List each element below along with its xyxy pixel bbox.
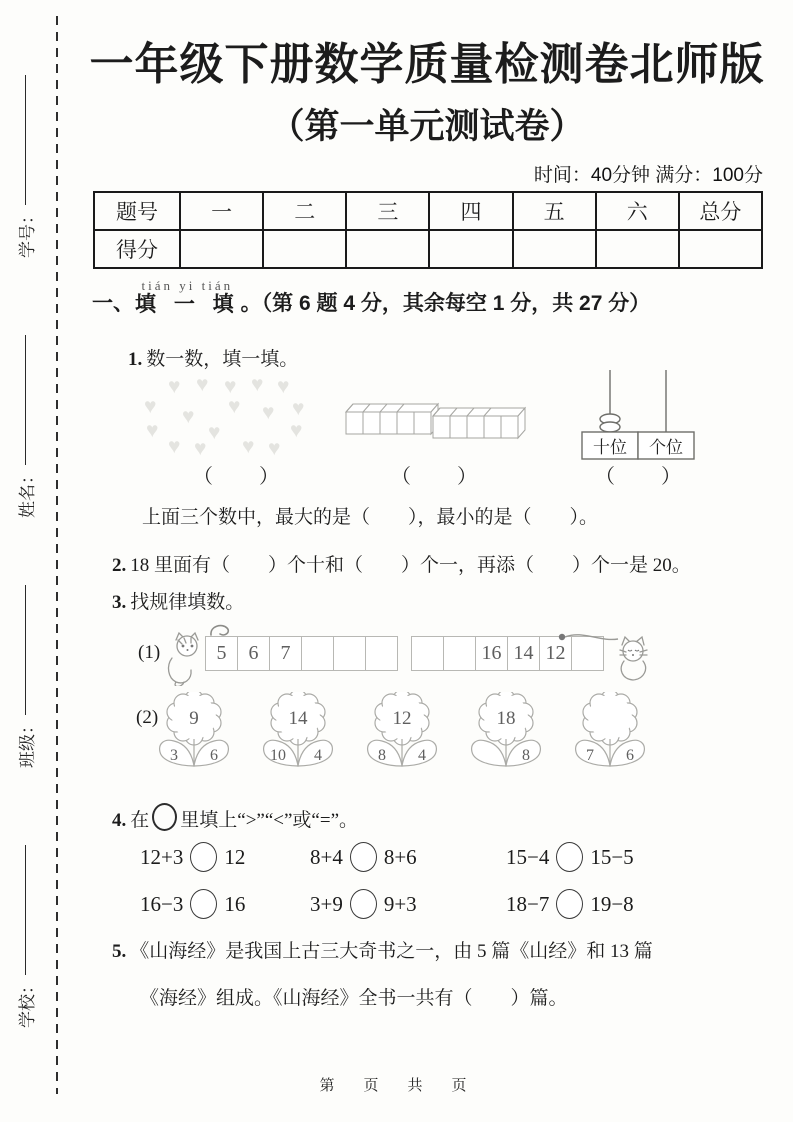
header-cell: 六 (596, 192, 679, 230)
flower-diagram (250, 692, 346, 792)
question-5-line2: 《海经》组成。《山海经》全书一共有（ ）篇。 (140, 988, 568, 1009)
flower-right-leaf-number: 8 (522, 747, 530, 764)
score-cell (679, 230, 762, 268)
question-4-text-before: 在 (130, 810, 150, 831)
question-4-text-after: 里填上“>”“<”或“=”。 (180, 810, 359, 831)
sequence-box: 7 (269, 636, 302, 671)
flower-top-number: 9 (189, 708, 199, 729)
heart-icon: ♥ (251, 372, 264, 396)
header-cell: 四 (429, 192, 512, 230)
question-2-number: 2. (112, 555, 127, 576)
section-prefix: 一、 (92, 292, 134, 315)
heart-icon: ♥ (196, 372, 209, 396)
left-expression: 16−3 (140, 891, 184, 916)
student-id-field (10, 68, 40, 258)
flower-right-leaf-number: 4 (418, 747, 426, 764)
flower-top-number: 12 (392, 708, 412, 729)
table-row (94, 230, 762, 268)
sequence-box (411, 636, 444, 671)
ones-place-label: 个位 (649, 438, 683, 457)
heart-icon: ♥ (262, 400, 275, 424)
flower-diagram (458, 692, 554, 792)
sequence-box: 12 (539, 636, 572, 671)
heart-icon: ♥ (290, 418, 303, 442)
answer-circle (556, 842, 583, 872)
score-cell (263, 230, 346, 268)
part-2-label: (2) (136, 707, 159, 728)
question-5-number: 5. (112, 941, 127, 962)
section-one-heading (92, 279, 650, 317)
student-id-label: 学号： (17, 207, 37, 258)
flower-right-leaf-number: 6 (210, 747, 218, 764)
flower-left-leaf-number: 10 (270, 747, 286, 764)
sequence-box: 6 (237, 636, 270, 671)
school-writeline (25, 845, 26, 975)
comparison-item (506, 842, 634, 872)
name-writeline (25, 335, 26, 465)
score-cell (513, 230, 596, 268)
cat-icon (164, 630, 208, 686)
flower-left-leaf-number: 8 (378, 747, 386, 764)
sequence-box: 5 (205, 636, 238, 671)
sequence-box (301, 636, 334, 671)
question-5-line1: 《山海经》是我国上古三大奇书之一，由 5 篇《山经》和 13 篇 (130, 941, 653, 962)
score-cell (180, 230, 263, 268)
flowers-row (146, 692, 658, 792)
score-cell (346, 230, 429, 268)
heart-icon: ♥ (168, 434, 181, 458)
page-subtitle: （第一单元测试卷） (269, 107, 585, 146)
flower-left-leaf-number: 7 (586, 747, 594, 764)
flower-diagram (562, 692, 658, 792)
abacus-picture (576, 368, 702, 468)
left-expression: 15−4 (506, 844, 550, 869)
answer-circle (190, 889, 217, 919)
answer-circle (190, 842, 217, 872)
heart-icon: ♥ (224, 374, 237, 398)
base-ten-blocks-picture (338, 394, 536, 454)
sequence-box (443, 636, 476, 671)
class-writeline (25, 585, 26, 715)
question-5 (112, 936, 653, 963)
flower-diagram (354, 692, 450, 792)
flower-diagram (146, 692, 242, 792)
answer-circle (350, 842, 377, 872)
header-cell: 二 (263, 192, 346, 230)
sequence-box: 16 (475, 636, 508, 671)
comparison-item (140, 842, 310, 872)
abacus-answer-blank: （ ） (595, 466, 683, 488)
time-score-info: 时间：40分钟 满分：100分 (533, 165, 763, 186)
comparison-item (140, 889, 310, 919)
comparison-item (310, 889, 506, 919)
heart-icon: ♥ (194, 436, 207, 460)
sequence-box: 14 (507, 636, 540, 671)
sequence-box (365, 636, 398, 671)
name-label: 姓名： (17, 467, 37, 518)
flower-right-leaf-number: 4 (314, 747, 322, 764)
question-2-text: 18 里面有（ ）个十和（ ）个一，再添（ ）个一是 20。 (130, 555, 691, 576)
question-1-number: 1. (128, 349, 143, 370)
left-expression: 8+4 (310, 844, 343, 869)
comparison-item (506, 889, 634, 919)
question-1-followup: 上面三个数中，最大的是（ ），最小的是（ ）。 (142, 507, 599, 528)
question-2 (112, 550, 691, 577)
section-ruby (135, 279, 240, 317)
heart-icon: ♥ (292, 396, 305, 420)
section-title-text: 填 一 填 (135, 293, 240, 316)
left-expression: 3+9 (310, 891, 343, 916)
student-id-writeline (25, 75, 26, 205)
score-table (93, 191, 763, 269)
page-footer: 第 页 共 页 (319, 1077, 474, 1094)
blocks-answer-blank: （ ） (391, 466, 479, 488)
header-cell: 总分 (679, 192, 762, 230)
flower-left-leaf-number: 3 (170, 747, 178, 764)
heart-icon: ♥ (228, 394, 241, 418)
tens-place-label: 十位 (593, 438, 627, 457)
heart-icon: ♥ (242, 434, 255, 458)
question-1-text: 数一数，填一填。 (146, 349, 299, 370)
heart-icon: ♥ (208, 420, 221, 444)
cat-with-rope-icon (556, 626, 656, 684)
class-field (10, 578, 40, 768)
flower-top-number: 14 (288, 708, 308, 729)
score-cell (429, 230, 512, 268)
table-row (94, 192, 762, 230)
left-expression: 18−7 (506, 891, 550, 916)
pinyin-annotation: tián yi tián (141, 278, 234, 293)
comparison-grid (140, 842, 634, 919)
question-3-number: 3. (112, 592, 127, 613)
right-expression: 9+3 (383, 891, 417, 916)
question-3-text: 找规律填数。 (130, 592, 245, 613)
right-expression: 8+6 (383, 844, 417, 869)
score-row-label: 得分 (94, 230, 180, 268)
header-cell: 一 (180, 192, 263, 230)
comparison-item (310, 842, 506, 872)
answer-circle (556, 889, 583, 919)
school-field (10, 838, 40, 1028)
sequence-box (333, 636, 366, 671)
page-title: 一年级下册数学质量检测卷北师版 (89, 40, 765, 89)
class-label: 班级： (17, 717, 37, 768)
question-4-number: 4. (112, 810, 127, 831)
heart-icon: ♥ (268, 436, 281, 460)
part-1-label: (1) (138, 642, 161, 663)
school-label: 学校： (17, 977, 37, 1028)
hearts-picture (138, 372, 333, 464)
score-cell (596, 230, 679, 268)
name-field (10, 328, 40, 518)
fill-circle-icon (152, 803, 177, 831)
heart-icon: ♥ (182, 404, 195, 428)
header-cell: 题号 (94, 192, 180, 230)
heart-icon: ♥ (146, 418, 159, 442)
heart-icon: ♥ (144, 394, 157, 418)
heart-icon: ♥ (277, 374, 290, 398)
right-expression: 12 (224, 844, 246, 869)
flower-right-leaf-number: 6 (626, 747, 634, 764)
section-points-note: 。（第 6 题 4 分，其余每空 1 分，共 27 分） (240, 292, 651, 315)
right-expression: 19−8 (590, 891, 634, 916)
right-expression: 16 (224, 891, 246, 916)
right-expression: 15−5 (590, 844, 634, 869)
question-1 (128, 344, 298, 371)
hearts-answer-blank: （ ） (193, 466, 281, 488)
question-4 (112, 803, 358, 832)
answer-circle (350, 889, 377, 919)
flower-top-number: 18 (496, 708, 516, 729)
question-3 (112, 587, 244, 614)
left-expression: 12+3 (140, 844, 184, 869)
header-cell: 三 (346, 192, 429, 230)
heart-icon: ♥ (168, 374, 181, 398)
header-cell: 五 (513, 192, 596, 230)
number-sequence-strip-1 (206, 636, 398, 671)
fold-dashed-line (56, 16, 58, 1094)
